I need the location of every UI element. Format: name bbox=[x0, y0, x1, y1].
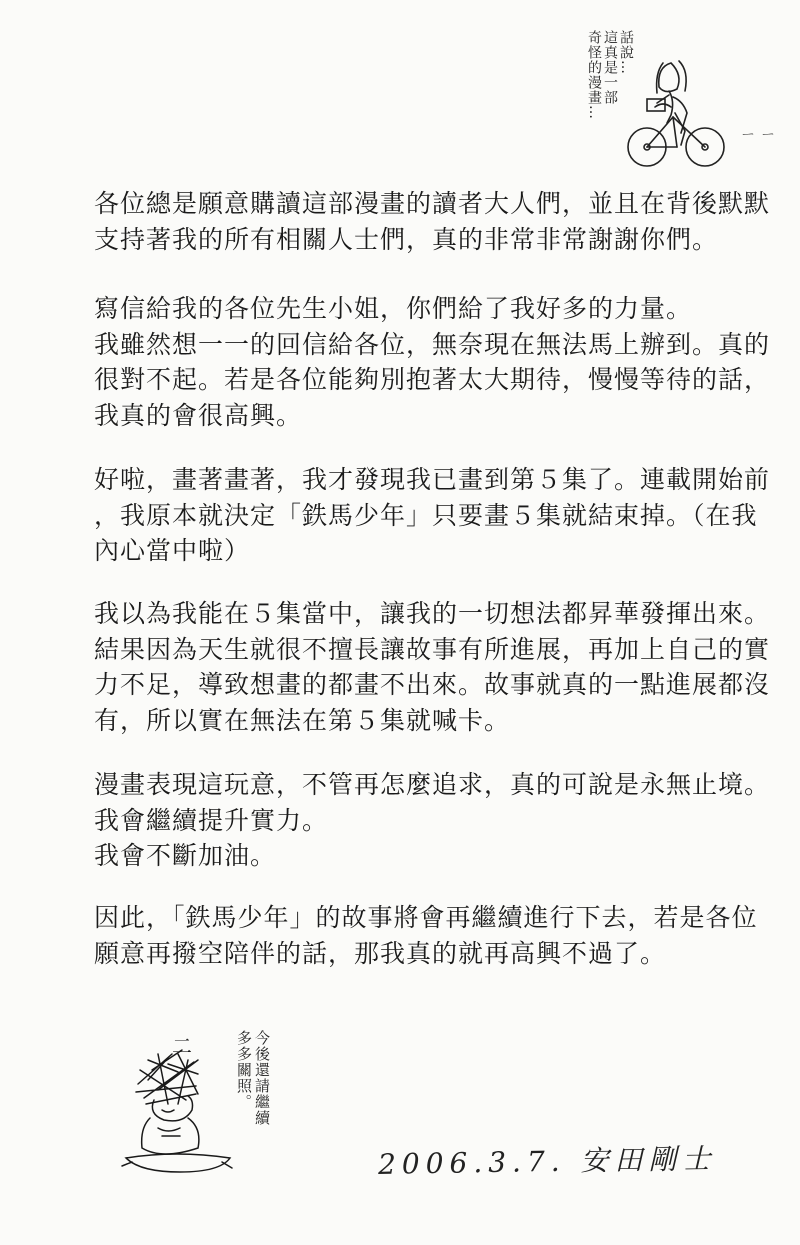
text-line: 我以為我能在５集當中，讓我的一切想法都昇華發揮出來。 bbox=[94, 599, 771, 628]
bottom-note-line: 多多關照。 bbox=[235, 1030, 253, 1110]
bottom-mark: 二 bbox=[172, 1034, 192, 1058]
text-line: 我雖然想一一的回信給各位，無奈現在無法馬上辦到。真的 bbox=[94, 329, 771, 359]
paragraph-4 bbox=[94, 596, 784, 738]
text-line: 我會繼續提升實力。 bbox=[94, 805, 329, 835]
top-note-line: 奇怪的漫畫… bbox=[586, 30, 602, 120]
text-line: 寫信給我的各位先生小姐，你們給了我好多的力量。 bbox=[94, 294, 693, 323]
text-line: 各位總是願意購讀這部漫畫的讀者大人們，並且在背後默默 bbox=[94, 189, 771, 218]
paragraph-6 bbox=[94, 900, 784, 971]
top-note bbox=[586, 30, 634, 150]
text-line: 漫畫表現這玩意，不管再怎麼追求，真的可說是永無止境。 bbox=[94, 770, 771, 799]
paragraph-1 bbox=[94, 186, 784, 257]
signature: 2006.3.7. 安田剛士 bbox=[377, 1142, 717, 1181]
self-portrait-drawing bbox=[118, 1040, 238, 1180]
text-line: 結果因為天生就很不擅長讓故事有所進展，再加上自己的實 bbox=[94, 634, 771, 664]
text-line: 我會不斷加油。 bbox=[94, 841, 277, 870]
text-line: 有，所以實在無法在第５集就喊卡。 bbox=[94, 705, 511, 735]
text-line: 支持著我的所有相關人士們，真的非常非常謝謝你們。 bbox=[94, 224, 719, 254]
paragraph-5 bbox=[94, 767, 784, 874]
bottom-note bbox=[235, 1030, 271, 1150]
text-line: 很對不起。若是各位能夠別抱著太大期待，慢慢等待的話， bbox=[94, 365, 771, 394]
paragraph-2 bbox=[94, 291, 784, 433]
top-mark: ㄧㄧ bbox=[740, 125, 781, 144]
text-line: 好啦，畫著畫著，我才發現我已畫到第５集了。連載開始前 bbox=[94, 465, 771, 494]
bottom-note-line: 今後還請繼續 bbox=[253, 1030, 271, 1126]
text-line: 我真的會很高興。 bbox=[94, 400, 303, 430]
text-line: 內心當中啦） bbox=[94, 536, 251, 565]
paragraph-3 bbox=[94, 462, 784, 569]
top-note-line: 這真是一部 bbox=[602, 30, 618, 105]
text-line: 願意再撥空陪伴的話，那我真的就再高興不過了。 bbox=[94, 938, 667, 968]
top-note-line: 話說… bbox=[618, 30, 634, 75]
girl-on-bicycle-drawing bbox=[625, 55, 735, 175]
text-line: ，我原本就決定「鉄馬少年」只要畫５集就結束掉。（在我 bbox=[94, 500, 758, 530]
text-line: 力不足，導致想畫的都畫不出來。故事就真的一點進展都沒 bbox=[94, 670, 771, 699]
text-line: 因此，「鉄馬少年」的故事將會再繼續進行下去，若是各位 bbox=[94, 903, 758, 932]
